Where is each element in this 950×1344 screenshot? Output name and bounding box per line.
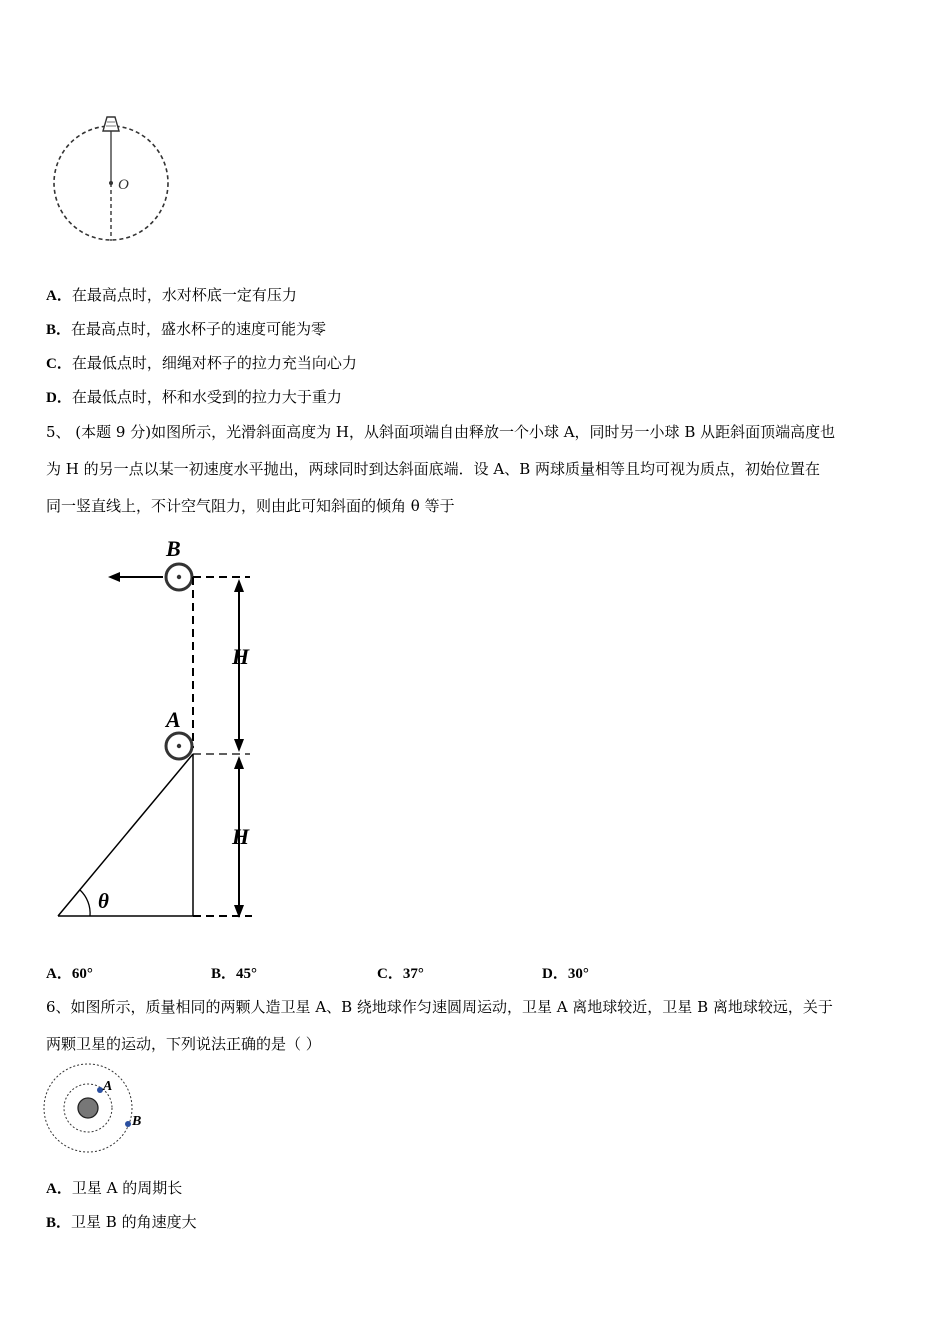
q5-option-a: A．60° bbox=[46, 966, 93, 982]
q5-label-theta: θ bbox=[98, 889, 109, 913]
q5-label-h-bottom: H bbox=[232, 824, 250, 849]
q5-angle-arc bbox=[80, 890, 90, 916]
q4-center-label: O bbox=[118, 177, 129, 193]
q4-option-d: D．在最低点时，杯和水受到的拉力大于重力 bbox=[46, 388, 342, 406]
q4-figure bbox=[40, 105, 180, 250]
q4-option-b: B．在最高点时，盛水杯子的速度可能为零 bbox=[46, 320, 327, 338]
cup-icon bbox=[103, 117, 119, 131]
q5-options bbox=[46, 962, 846, 984]
q5-option-c: C．37° bbox=[377, 966, 424, 982]
q6-satellite-b bbox=[125, 1121, 131, 1127]
q5-velocity-arrow bbox=[108, 572, 163, 582]
q4-option-c: C．在最低点时，细绳对杯子的拉力充当向心力 bbox=[46, 354, 357, 372]
q5-label-h-top: H bbox=[232, 644, 250, 669]
q5-stem-line-1: 5、 (本题 9 分)如图所示，光滑斜面高度为 H，从斜面项端自由释放一个小球 A，同时另一小球 B 从距斜面顶端高度也 bbox=[46, 423, 836, 441]
q6-label-b: B bbox=[132, 1114, 142, 1129]
q6-option-a: A．卫星 A 的周期长 bbox=[46, 1179, 183, 1197]
q6-stem-line-2: 两颗卫星的运动，下列说法正确的是（ ） bbox=[46, 1035, 321, 1053]
q5-stem-line-2: 为 H 的另一点以某一初速度水平抛出，两球同时到达斜面底端．设 A、B 两球质量相等且均可视为质点，初始位置在 bbox=[46, 460, 821, 478]
q6-stem-line-1: 6、如图所示，质量相同的两颗人造卫星 A、B 绕地球作匀速圆周运动，卫星 A 离地球较近，卫星 B 离地球较远，关于 bbox=[46, 998, 833, 1016]
earth-icon bbox=[78, 1098, 98, 1118]
q5-option-d: D．30° bbox=[542, 966, 589, 982]
q6-label-a: A bbox=[103, 1079, 113, 1094]
q5-label-b: B bbox=[166, 536, 181, 561]
q5-figure bbox=[50, 530, 270, 925]
q6-figure bbox=[40, 1062, 160, 1158]
q5-stem-line-3: 同一竖直线上，不计空气阻力，则由此可知斜面的倾角 θ 等于 bbox=[46, 497, 455, 515]
q5-incline bbox=[58, 754, 252, 916]
q5-option-b: B．45° bbox=[211, 966, 258, 982]
q4-option-a: A．在最高点时，水对杯底一定有压力 bbox=[46, 286, 297, 304]
q5-label-a: A bbox=[166, 707, 181, 732]
q4-center-dot bbox=[109, 181, 113, 185]
q6-option-b: B．卫星 B 的角速度大 bbox=[46, 1213, 197, 1231]
